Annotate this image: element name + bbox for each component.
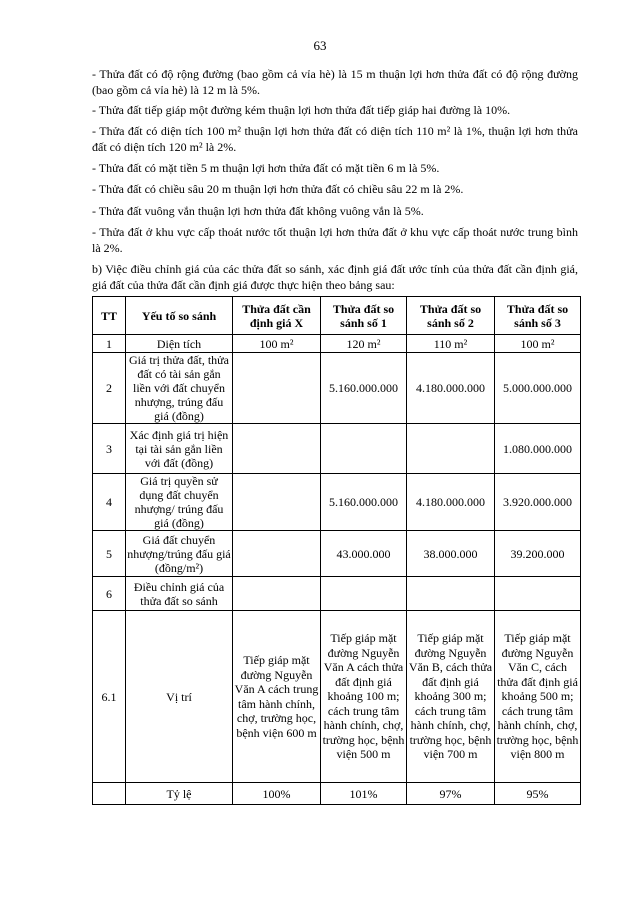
paragraph-shape: - Thửa đất vuông vắn thuận lợi hơn thửa đất không vuông vắn là 5%.: [92, 204, 424, 218]
table-row: [93, 783, 581, 805]
table-row: [93, 424, 581, 474]
table-cell: [233, 353, 321, 424]
table-cell: 97%: [407, 783, 495, 805]
table-row: [93, 577, 581, 611]
table-cell: 4.180.000.000: [407, 474, 495, 531]
table-cell: Tiếp giáp mặt đường Nguyễn Văn C, cách thửa đất định giá khoảng 500 m; cách trung tâm hành chính, chợ, trường học, bệnh viện 800 m: [495, 611, 581, 783]
table-cell: 39.200.000: [495, 531, 581, 577]
table-cell: 3.920.000.000: [495, 474, 581, 531]
table-cell: 100%: [233, 783, 321, 805]
table-cell: [321, 424, 407, 474]
table-cell: Xác định giá trị hiện tại tài sản gắn liền với đất (đồng): [126, 424, 233, 474]
table-cell: 4.180.000.000: [407, 353, 495, 424]
table-cell: 1.080.000.000: [495, 424, 581, 474]
table-cell: Giá đất chuyển nhượng/trúng đấu giá (đồng/m²): [127, 532, 231, 575]
table-cell: [407, 577, 495, 611]
table-cell: 5.160.000.000: [321, 474, 407, 531]
table-cell: Giá trị quyền sử dụng đất chuyển nhượng/ trúng đấu giá (đồng): [126, 474, 233, 531]
table-cell: [495, 577, 581, 611]
table-cell: 6: [93, 577, 126, 611]
table-row: [93, 335, 581, 353]
paragraph-drainage: - Thửa đất ở khu vực cấp thoát nước tốt thuận lợi hơn thửa đất ở khu vực cấp thoát nước trung bình là 2%.: [92, 225, 578, 255]
table-header-row: [93, 297, 581, 335]
header-cell: TT: [93, 297, 126, 335]
table-cell: 5.160.000.000: [321, 353, 407, 424]
table-cell: Điều chỉnh giá của thửa đất so sánh: [126, 577, 233, 611]
table-cell: [407, 424, 495, 474]
table-row: [93, 531, 581, 577]
table-cell: 120 m²: [321, 335, 407, 353]
table-cell: 100 m²: [495, 335, 581, 353]
table-cell: Vị trí: [126, 611, 233, 783]
table-cell: 110 m²: [407, 335, 495, 353]
table-row: [93, 353, 581, 424]
table-cell: 4: [93, 474, 126, 531]
paragraph-road-width: - Thửa đất có độ rộng đường (bao gồm cả vỉa hè) là 15 m thuận lợi hơn thửa đất có độ rộng đường (bao gồm cả vỉa hè) là 12 m là 5%.: [92, 67, 578, 97]
table-row: [93, 474, 581, 531]
table-cell: 1: [93, 335, 126, 353]
table-cell: Tiếp giáp mặt đường Nguyễn Văn B, cách thửa đất định giá khoảng 300 m; cách trung tâm hành chính, chợ, trường học, bệnh viện 700 m: [407, 611, 495, 783]
table-cell: 6.1: [93, 611, 126, 783]
table-cell: 100 m²: [233, 335, 321, 353]
table-cell: [233, 424, 321, 474]
table-cell: Tỷ lệ: [126, 783, 233, 805]
table-cell: 3: [93, 424, 126, 474]
header-cell: Yếu tố so sánh: [126, 297, 233, 335]
header-cell: Thửa đất cần định giá X: [233, 297, 321, 335]
table-cell: 5.000.000.000: [495, 353, 581, 424]
table-cell: 38.000.000: [407, 531, 495, 577]
header-cell: Thửa đất so sánh số 2: [407, 297, 495, 335]
table-cell: 43.000.000: [321, 531, 407, 577]
table-cell: [321, 577, 407, 611]
table-row: [93, 611, 581, 783]
table-cell: 5: [93, 531, 126, 577]
table-cell: [93, 783, 126, 805]
paragraph-road-frontage: - Thửa đất tiếp giáp một đường kém thuận lợi hơn thửa đất tiếp giáp hai đường là 10%.: [92, 103, 511, 117]
table-cell: 95%: [495, 783, 581, 805]
table-cell: [233, 531, 321, 577]
table-cell: Tiếp giáp mặt đường Nguyễn Văn A cách trung tâm hành chính, chợ, trường học, bệnh viện 600 m: [233, 611, 321, 783]
table-cell: [233, 577, 321, 611]
table-cell: 2: [93, 353, 126, 424]
header-cell: Thửa đất so sánh số 3: [495, 297, 581, 335]
price-adjustment-table: [92, 296, 581, 805]
table-cell: [233, 474, 321, 531]
table-cell: Giá trị thửa đất, thửa đất có tài sản gắn liền với đất chuyển nhượng, trúng đấu giá (đồng): [126, 353, 233, 424]
paragraph-frontage-width: - Thửa đất có mặt tiền 5 m thuận lợi hơn thửa đất có mặt tiền 6 m là 5%.: [92, 161, 440, 175]
paragraph-table-intro: b) Việc điều chỉnh giá của các thửa đất so sánh, xác định giá đất ước tính của thửa đất cần định giá, giá đất của thửa đất cần định giá được thực hiện theo bảng sau:: [92, 262, 578, 292]
paragraph-area: - Thửa đất có diện tích 100 m² thuận lợi hơn thửa đất có diện tích 110 m² là 1%, thuận lợi hơn thửa đất có diện tích 120 m² là 2%.: [92, 124, 578, 154]
page-number: 63: [313, 38, 327, 53]
header-cell: Thửa đất so sánh số 1: [321, 297, 407, 335]
paragraph-depth: - Thửa đất có chiều sâu 20 m thuận lợi hơn thửa đất có chiều sâu 22 m là 2%.: [92, 182, 464, 196]
table-cell: Diện tích: [126, 335, 233, 353]
table-cell: Tiếp giáp mặt đường Nguyễn Văn A cách thửa đất định giá khoảng 100 m; cách trung tâm hành chính, chợ, trường học, bệnh viện 500 m: [321, 611, 407, 783]
table-cell: 101%: [321, 783, 407, 805]
